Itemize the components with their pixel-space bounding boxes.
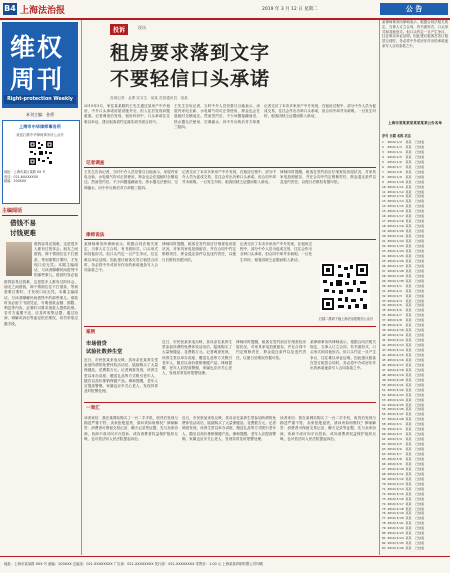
notice-list: 1 2019/1/2 某某 已结案 2 2019/1/3 某某 已结案 3 2019/1/4 某某 已结案 4 2019/1/5 某某 已结案 5 2019/1/6 某某 已结案 6 2019/1/7 某某 已结案 7 2019/1/8 某某 已结案 8 2019/1/9 某某 已结案 9 2019/1/10 某某 已结案 10 2019/1/11 某某 已结案 11 2019/1/12 某某 已结案 12 2019/1/13 某某 已结案 13 2019/1/14 某某 已结案 14 2019/1/15 某某 已结案 15 2019/1/16 某某 已结案 16 2019/1/17 某某 已结案 17 2019/1/18 某某 已结案 18 2019/1/19 某某 已结案 19 2019/1/20 某某 已结案 20 2019/1/21 某某 已结案 21 2019/1/22 某某 已结案 22 2019/1/23 某某 已结案 23 2019/1/24 某某 已结案 24 2019/1/25 某某 已结案 25 2019/1/26 某某 已结案 26 2019/1/27 某某 已结案 27 2019/1/28 某某 已结案 28 2019/1/29 某某 已结案 29 2019/1/30 某某 已结案 30 2019/2/1 某某 已结案 31 2019/2/2 某某 已结案 32 2019/2/3 某某 已结案 33 2019/2/4 某某 已结案 34 2019/2/5 某某 已结案 35 2019/2/6 某某 已结案 36 2019/2/7 某某 已结案 37 2019/2/8 某某 已结案 38 2019/2/9 某某 已结案 39 2019/2/10 某某 已结案 40 2019/2/11 某某 已结案 41 2019/2/12 某某 已结案 42 2019/2/13 某某 已结案 43 2019/2/14 某某 已结案 44 2019/2/15 某某 已结案 45 2019/2/16 某某 已结案 46 2019/2/17 某某 已结案 47 2019/2/18 某某 已结案 48 2019/2/19 某某 已结案 49 2019/2/20 某某 已结案 50 2019/2/21 某某 已结案 51 2019/2/22 某某 已结案 52 2019/2/23 某某 已结案 53 2019/2/24 某某 已结案 54 2019/2/25 某某 已结案 55 2019/2/26 某某 已结案 56 2019/2/27 某某 已结案 57 2019/2/28 某某 已结案 58 2019/3/1 某某 已结案 59 2019/3/2 某某 已结案 60 2019/3/3 某某 已结案 61 2019/3/4 某某 已结案 62 2019/3/5 某某 已结案 63 2019/3/6 某某 已结案 64 2019/3/7 某某 已结案 65 2019/3/8 某某 已结案 66 2019/3/9 某某 已结案 67 2019/3/10 某某 已结案 68 2019/3/11 某某 已结案 69 2019/3/12 某某 已结案 70 2019/3/13 某某 已结案 71 2019/3/14 某某 已结案 72 2019/3/15 某某 已结案 73 2019/3/16 某某 已结案 74 2019/3/17 某某 已结案 75 2019/3/18 某某 已结案 76 2019/3/19 某某 已结案 77 2019/3/20 某某 已结案 78 2019/3/21 某某 已结案 79 2019/3/22 某某 已结案 80 2019/3/23 某某 已结案 81 2019/3/24 某某 已结案 82 2019/3/25 某某 已结案 83 2019/3/26 某某 已结案 bbox=[382, 140, 425, 551]
case-col-1: 近日，市民张某来电反映，其母亲在某养生堂参加所谓的免费体验活动后，陆续购买了大量保健品，花费数万元。记者调查发现，该养生堂以举办讲座、赠送礼品等方式吸引老年人，随后以高价推销保健产品。律师提醒，老年人应提高警惕，家属也应多关心老人，发现异常及时报警处理。 bbox=[84, 358, 158, 394]
survey-col-2: 记者走访了本市多家房产中介发现，在租房过程中，部分中介人员为促成交易，往往会作出各种口头承诺，但合同中却并未载明。一旦发生纠纷，租客因缺乏证据而陷入被动。 bbox=[182, 170, 276, 185]
survey-col-1: 王先生告诉记者，当时中介人员信誓旦旦地表示，房屋内家电全新、水电煤气均可正常使用，押金也会在退租时全额返还。然而签约后，不少问题接踵而至，热水器无法使用、空调漏水，向中介反映后对方却推三阻四。 bbox=[84, 170, 178, 190]
lede-col-3: 记者走访了本市多家房产中介发现，在租房过程中，部分中介人员为促成交易，往往会作出各种口头承诺，但合同中却并未载明。一旦发生纠纷，租客因缺乏证据而陷入被动。 bbox=[264, 104, 376, 119]
section-reporter-survey: 记者调查 bbox=[86, 161, 105, 166]
left-divider bbox=[81, 20, 82, 555]
wechat-qr-code-icon bbox=[320, 262, 370, 312]
section-lawyer: 律师说法 bbox=[86, 233, 105, 238]
footer-text: 地址：上海市某某路 XXX 号 邮编：200XXX 总编室：021-XXXXXXXX 广告部：021-XXXXXXXX 发行部：021-XXXXXXXX 零售价：1.00 元 上海某某印刷有限公司印刷 bbox=[4, 562, 263, 566]
masthead-english: Right-protection Weekly bbox=[4, 95, 76, 104]
lawyer-col-2: 律师同时提醒，租客在签约前应仔细查验房屋状况，对家具家电拍照留存，并在合同中约定维修责任、押金退还条件以及违约责任，以便日后维权有据可依。 bbox=[162, 242, 236, 262]
notice-list-header: 序号 日期 名称 状态 bbox=[382, 134, 411, 138]
column-body-top: 借钱容易还钱难，这是很多人都有过的体会。朋友之间借钱，碍于情面往往不打借条，等到需要讨要时，才发现口说无凭。本期主编闻话，与读者聊聊民间借贷中的那些事儿。借款时务必留 bbox=[34, 242, 78, 278]
qr-code-icon bbox=[28, 140, 54, 166]
case-title-2: 试验社数养生堂 bbox=[86, 349, 123, 355]
case-title-1: 市场借贷 bbox=[86, 341, 107, 347]
column-title-1: 借钱不易 bbox=[10, 219, 36, 227]
lede-col-2: 王先生告诉记者，当时中介人员信誓旦旦地表示，房屋内家电全新、水电煤气均可正常使用，押金也会在退租时全额返还。然而签约后，不少问题接踵而至，热水器无法使用、空调漏水，向中介反映后对方却推三阻四。 bbox=[174, 104, 260, 129]
notice-list-title: 上海市某某某某某某某某公告名单 bbox=[388, 121, 442, 125]
law-firm-subtitle: 欢迎扫描中华律师事务所公众号 bbox=[16, 133, 64, 137]
notice-intro: 某律师事务所律师表示，根据合同法相关规定，当事人订立合同，有书面形式、口头形式和其他形式。但口头约定一旦产生争议，往往难以举证证明。因此建议租客在签订租赁合同时，务必将中介或房东作出的承诺逐条写入合同条款之中。 bbox=[382, 20, 448, 48]
consult-col-3: 读者来信：我在某网站购买了一台二手手机，收货后发现与描述严重不符，卖家拒绝退货，请问该如何维权？律师解答：消费者可保留交易记录、聊天记录等证据，先与卖家协商，协商不成可向平台投诉，或向消费者权益保护组织反映，也可依法向人民法院提起诉讼。 bbox=[280, 416, 376, 441]
case-col-4: 某律师事务所律师表示，根据合同法相关规定，当事人订立合同，有书面形式、口头形式和其他形式。但口头约定一旦产生争议，往往难以举证证明。因此建议租客在签订租赁合同时，务必将中介或房东作出的承诺逐条写入合同条款之中。 bbox=[310, 340, 376, 371]
lawyer-col-3: 记者走访了本市多家房产中介发现，在租房过程中，部分中介人员为促成交易，往往会作出各种口头承诺，但合同中却并未载明。一旦发生纠纷，租客因缺乏证据而陷入被动。 bbox=[240, 242, 312, 262]
section-kicker: 投诉 bbox=[110, 24, 128, 35]
consult-rule bbox=[84, 402, 376, 403]
survey-col-3: 律师同时提醒，租客在签约前应仔细查验房屋状况，对家具家电拍照留存，并在合同中约定维修责任、押金退还条件以及违约责任，以便日后维权有据可依。 bbox=[280, 170, 376, 185]
paper-name: 上海法治报 bbox=[20, 6, 66, 16]
law-firm-title: 上海市中华律师事务所 bbox=[19, 124, 61, 129]
headline-line-1: 租房要求落到文字 bbox=[110, 42, 271, 64]
section-kicker-sub: 现场 bbox=[138, 25, 146, 30]
survey-rule bbox=[84, 167, 376, 168]
case-rule bbox=[84, 326, 376, 327]
column-body: 借钱容易还钱难，这是很多人都有过的体会。朋友之间借钱，碍于情面往往不打借条，等到需要讨要时，才发现口说无凭。本期主编闻话，与读者聊聊民间借贷中的那些事儿。借款时务必留下书面凭证，写明借款金额、期限、利息等内容，必要时可要求借款人提供担保。若对方逾期不还，应及时收集证据，通过协商、调解或诉讼等途径依法维权，切勿采取过激手段。 bbox=[4, 280, 78, 326]
section-consult: 一周汇 bbox=[86, 406, 100, 411]
chief-editor: 本刊主编：金勇 bbox=[26, 112, 54, 117]
column-label: 主编闻话 bbox=[2, 208, 23, 214]
notice-heading: 公 告 bbox=[380, 3, 448, 15]
law-firm-info: 地址：上海市某区某路 XX 号 电话：021-6XXXXXXX 邮编：200XXX bbox=[4, 170, 46, 184]
lawyer-rule bbox=[84, 239, 376, 240]
case-col-2: 近日，市民张某来电反映，其母亲在某养生堂参加所谓的免费体验活动后，陆续购买了大量保健品，花费数万元。记者调查发现，该养生堂以举办讲座、赠送礼品等方式吸引老年人，随后以高价推销保健产品。律师提醒，老年人应提高警惕，家属也应多关心老人，发现异常及时报警处理。 bbox=[162, 340, 232, 376]
masthead-title-2: 周刊 bbox=[10, 65, 65, 94]
article-byline: 首席记者：金勇 实习生：某某 首届通讯员：某某 bbox=[110, 96, 188, 100]
masthead bbox=[2, 22, 78, 108]
masthead-title-1: 维权 bbox=[10, 33, 65, 62]
consult-col-2: 近日，市民张某来电反映，其母亲在某养生堂参加所谓的免费体验活动后，陆续购买了大量保健品，花费数万元。记者调查发现，该养生堂以举办讲座、赠送礼品等方式吸引老年人，随后以高价推销保健产品。律师提醒，老年人应提高警惕，家属也应多关心老人，发现异常及时报警处理。 bbox=[182, 416, 276, 441]
lede-col-1: 2019年3月，家住某某路的王先生通过某房产中介租房，中介口头承诺房屋设施齐全，但入住后发现问题重重。记者调查后发现，租房纠纷中，口头承诺往往难以举证，建议租客将约定落实到书面合同中。 bbox=[84, 104, 170, 124]
consult-col-1: 读者来信：我在某网站购买了一台二手手机，收货后发现与描述严重不符，卖家拒绝退货，请问该如何维权？律师解答：消费者可保留交易记录、聊天记录等证据，先与卖家协商，协商不成可向平台投诉，或向消费者权益保护组织反映，也可依法向人民法院提起诉讼。 bbox=[84, 416, 178, 441]
author-portrait bbox=[6, 242, 32, 276]
page-footer bbox=[0, 556, 450, 573]
page-logo: B4 bbox=[4, 4, 16, 13]
lawyer-col-1: 某律师事务所律师表示，根据合同法相关规定，当事人订立合同，有书面形式、口头形式和其他形式。但口头约定一旦产生争议，往往难以举证证明。因此建议租客在签订租赁合同时，务必将中介或房东作出的承诺逐条写入合同条款之中。 bbox=[84, 242, 158, 273]
right-divider bbox=[379, 20, 380, 555]
column-title-2: 讨钱更难 bbox=[10, 229, 36, 237]
case-col-3: 律师同时提醒，租客在签约前应仔细查验房屋状况，对家具家电拍照留存，并在合同中约定维修责任、押金退还条件以及违约责任，以便日后维权有据可依。 bbox=[236, 340, 306, 360]
headline-line-2: 不要轻信口头承诺 bbox=[110, 68, 271, 90]
issue-date: 2019 年 3 月 12 日 星期二 bbox=[262, 7, 318, 12]
section-case: 案例 bbox=[86, 330, 96, 335]
qr-caption: 扫描二维码下载上海法治报微信公众号 bbox=[318, 317, 374, 321]
